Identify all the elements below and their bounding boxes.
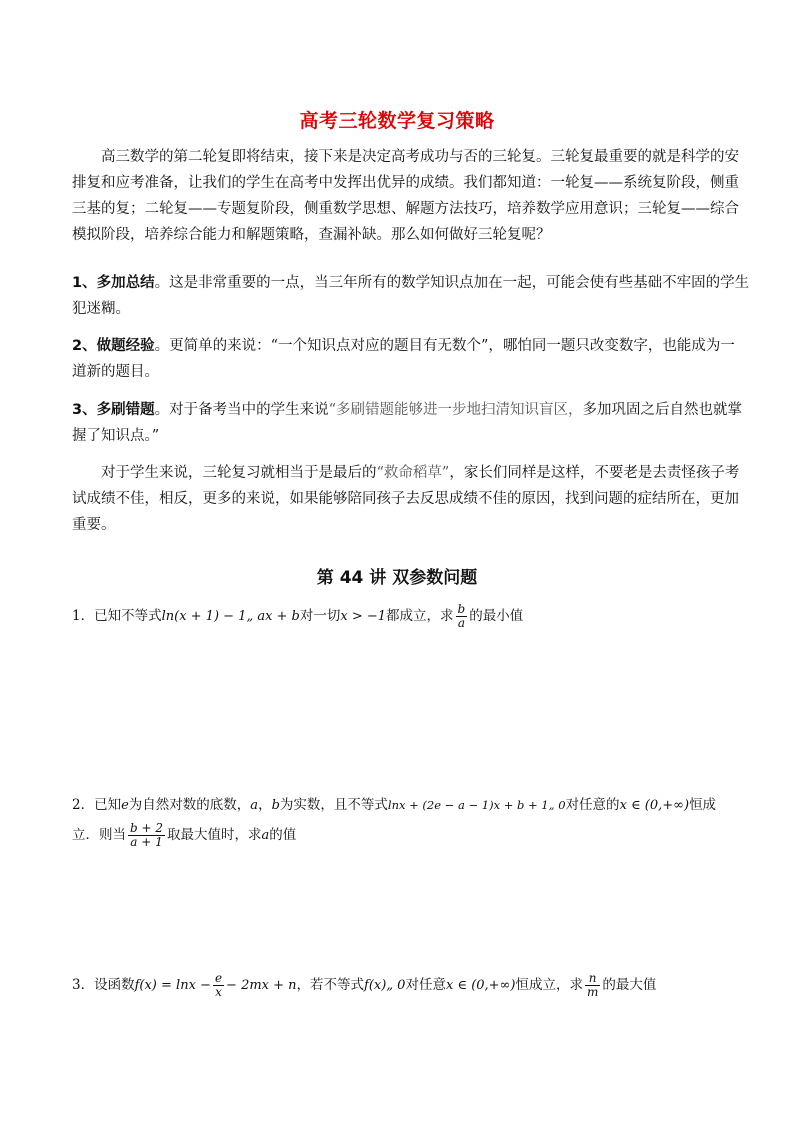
math-expression: b xyxy=(271,798,280,813)
tip-1 xyxy=(72,270,750,322)
problem-text: 设函数 xyxy=(94,977,135,993)
intro-line: 高三数学的第二轮复即将结束，接下来是决定高考成功与否的三轮复。三轮复最重要的就是科学的安 xyxy=(101,149,739,165)
closing-text-post: ，家长们同样是这样，不要老是去责怪孩子考 xyxy=(449,465,740,481)
tip-2-text: 。更简单的来说：“一个知识点对应的题目有无数个”，哪怕同一题只改变数字，也能成为一 xyxy=(154,338,735,354)
fraction-denominator: m xyxy=(586,985,599,999)
problem-text: ， xyxy=(258,797,272,813)
fraction-numerator: n xyxy=(585,972,600,986)
intro-paragraph xyxy=(72,144,739,248)
math-expression: a xyxy=(261,828,270,843)
tip-1-text: 。这是非常重要的一点，当三年所有的数学知识点加在一起，可能会使有些基础不牢固的学生 xyxy=(154,275,750,291)
problem-text: 取最大值时，求 xyxy=(167,827,262,843)
math-expression: x ∈ (0,+∞) xyxy=(445,978,516,993)
math-expression: a xyxy=(250,798,259,813)
lecture-heading: 第 44 讲 双参数问题 xyxy=(316,568,478,588)
fraction xyxy=(128,822,165,849)
fraction-numerator: b + 2 xyxy=(130,821,163,835)
closing-line: 重要。 xyxy=(72,517,116,533)
problem-number: 3． xyxy=(72,977,95,993)
intro-line: 三基的复；二轮复——专题复阶段，侧重数学思想、解题方法技巧，培养数学应用意识；三轮复——综合 xyxy=(72,201,739,217)
tip-2-text-cont: 道新的题目。 xyxy=(72,364,159,380)
problem-text: 都成立，求 xyxy=(386,608,454,624)
fraction-numerator: b xyxy=(457,602,466,616)
tip-3 xyxy=(72,397,743,449)
fraction-denominator: a + 1 xyxy=(130,835,163,849)
problem-text: 为实数，且不等式 xyxy=(279,797,388,813)
fraction xyxy=(456,603,468,630)
page-title: 高考三轮数学复习策略 xyxy=(299,110,495,132)
tip-3-text-post: 多加巩固之后自然也就掌 xyxy=(582,402,743,418)
problem-text: 为自然对数的底数， xyxy=(128,797,251,813)
math-expression: lnx + (2e − a − 1)x + b + 1„ 0 xyxy=(387,798,566,812)
tip-1-text-cont: 犯迷糊。 xyxy=(72,301,130,317)
problem-text: 对任意 xyxy=(405,977,446,993)
closing-text: 对于学生来说，三轮复习就相当于是最后的 xyxy=(101,465,377,481)
tip-1-heading: 1、多加总结 xyxy=(72,275,155,291)
problem-text: 的最小值 xyxy=(469,608,524,624)
problem-text: 已知 xyxy=(94,797,122,813)
problem-1 xyxy=(72,603,732,630)
closing-paragraph xyxy=(72,460,740,538)
intro-line: 模拟阶段，培养综合能力和解题策略，查漏补缺。那么如何做好三轮复呢？ xyxy=(72,227,551,243)
math-expression: − 2mx + n xyxy=(226,978,297,993)
math-expression: e xyxy=(121,798,129,813)
fraction xyxy=(585,972,600,999)
problem-text: ，若不等式 xyxy=(296,977,365,993)
fraction-numerator: e xyxy=(214,971,223,985)
math-expression: x > −1 xyxy=(340,609,387,624)
math-expression: f(x)„ 0 xyxy=(364,978,406,993)
math-expression: f(x) = lnx − xyxy=(134,978,211,993)
problem-text: 立．则当 xyxy=(72,827,126,843)
problem-text: 对一切 xyxy=(299,608,341,624)
closing-quote: “救命稻草” xyxy=(376,465,450,481)
fraction xyxy=(213,972,224,999)
problem-text: 恒成 xyxy=(689,797,717,813)
problem-text: 对任意的 xyxy=(565,797,620,813)
problem-3 xyxy=(72,972,732,999)
tip-2 xyxy=(72,333,735,385)
math-expression: ln(x + 1) − 1„ ax + b xyxy=(161,609,300,624)
problem-text: 的值 xyxy=(269,827,297,843)
tip-2-heading: 2、做题经验 xyxy=(72,338,155,354)
fraction-denominator: a xyxy=(457,616,465,630)
problem-text: 恒成立，求 xyxy=(515,977,583,993)
tip-3-quote: “多刷错题能够进一步地扫清知识盲区， xyxy=(328,402,583,418)
closing-line: 试成绩不佳，相反，更多的来说，如果能够陪同孩子去反思成绩不佳的原因，找到问题的症结所在，更加 xyxy=(72,491,739,507)
problem-number: 2． xyxy=(72,797,95,813)
problem-text: 已知不等式 xyxy=(94,608,162,624)
problem-number: 1． xyxy=(72,608,95,624)
fraction-denominator: x xyxy=(215,985,222,999)
tip-3-text-cont: 握了知识点。” xyxy=(72,428,160,444)
problem-2 xyxy=(72,793,732,849)
tip-3-heading: 3、多刷错题 xyxy=(72,402,155,418)
tip-3-text: 。对于备考当中的学生来说 xyxy=(154,402,329,418)
intro-line: 排复和应考准备，让我们的学生在高考中发挥出优异的成绩。我们都知道：一轮复——系统复阶段，侧重 xyxy=(72,175,739,191)
math-expression: x ∈ (0,+∞) xyxy=(619,798,690,813)
problem-text: 的最大值 xyxy=(602,977,657,993)
